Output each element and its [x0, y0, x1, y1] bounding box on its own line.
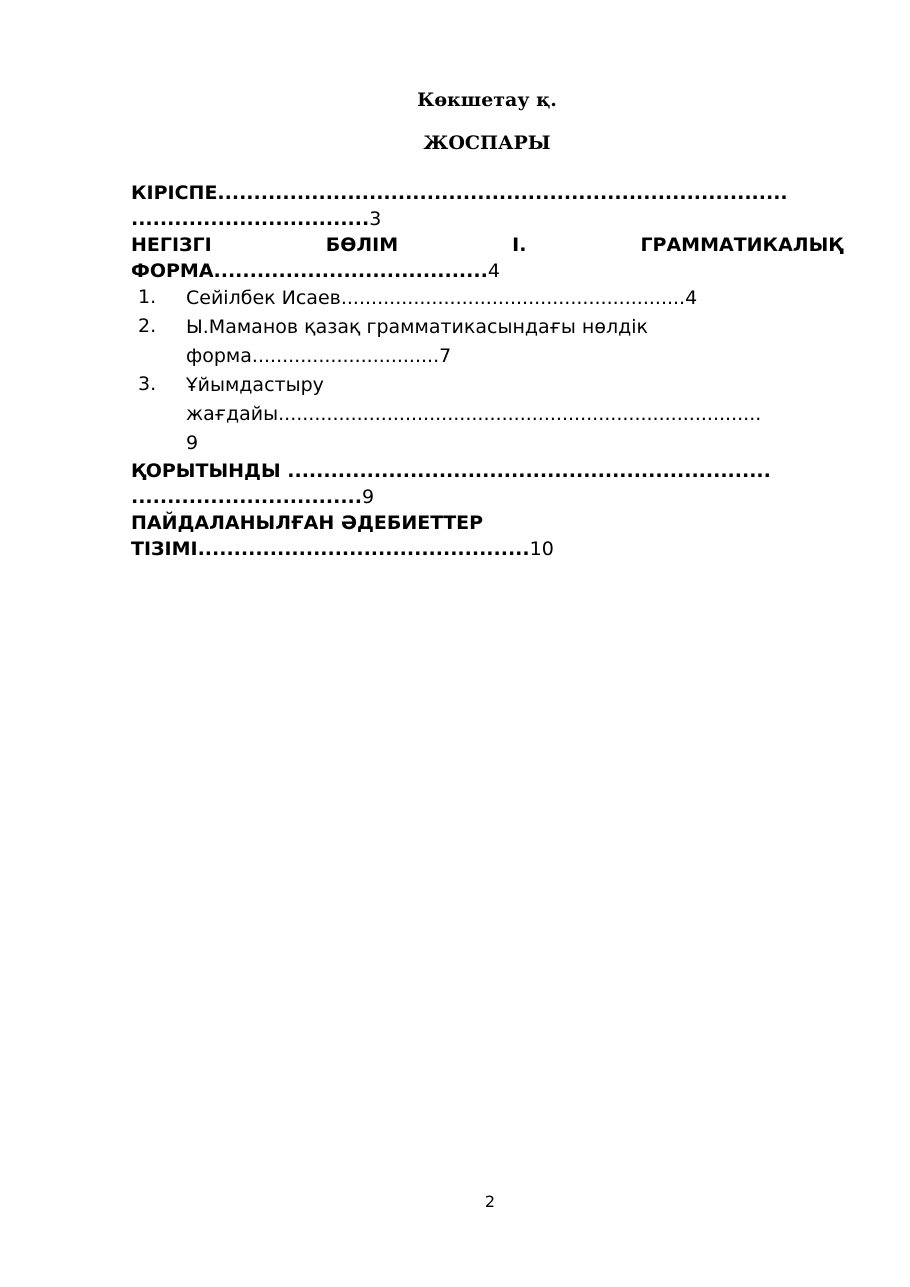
toc-item-title: Сейілбек Исаев — [186, 287, 341, 309]
toc-intro-leader: ............................................................................... — [217, 182, 788, 204]
toc-conclusion-leader-2: ................................ — [131, 486, 362, 508]
toc-references-label-2: ТІЗІМІ — [131, 538, 198, 560]
toc-item-1 — [131, 284, 843, 313]
toc-item-leader: ......................................................... — [340, 287, 686, 309]
toc-item-leader: ................................................................................ — [278, 403, 762, 425]
page-number: 2 — [484, 1192, 496, 1211]
toc-item-leader: ............................... — [251, 345, 440, 367]
toc-item-number: 3. — [138, 373, 157, 395]
toc-references-label: ПАЙДАЛАНЫЛҒАН ӘДЕБИЕТТЕР — [131, 512, 484, 534]
toc-main-leader: ...................................... — [213, 260, 488, 282]
page-title: ЖОСПАРЫ — [423, 132, 551, 154]
toc-intro-leader-2: ................................. — [131, 208, 370, 230]
toc-entry-main-part — [131, 232, 843, 284]
toc-item-2 — [131, 313, 843, 371]
toc-intro-page: 3 — [369, 208, 382, 230]
toc-item-number: 2. — [138, 315, 157, 337]
toc-main-word: І. — [512, 234, 527, 256]
toc-main-word: ГРАММАТИКАЛЫҚ — [640, 234, 843, 256]
toc-item-3 — [131, 371, 843, 458]
toc-item-title: Ы.Маманов қазақ грамматикасындағы нөлдік — [186, 316, 649, 338]
toc-item-number: 1. — [138, 286, 157, 308]
toc-main-heading-line — [131, 232, 843, 258]
toc-conclusion-label: ҚОРЫТЫНДЫ — [131, 460, 288, 482]
toc-references-leader: .............................................. — [197, 538, 530, 560]
toc-item-title: Ұйымдастыру — [186, 374, 324, 396]
table-of-contents — [131, 180, 843, 562]
toc-references-page: 10 — [529, 538, 554, 560]
toc-main-label-2: ФОРМА — [131, 260, 214, 282]
toc-entry-references — [131, 510, 843, 562]
toc-conclusion-page: 9 — [361, 486, 375, 508]
toc-main-page: 4 — [487, 260, 500, 282]
toc-item-page: 4 — [685, 287, 698, 309]
toc-intro-label: КІРІСПЕ — [131, 182, 218, 204]
toc-entry-conclusion — [131, 458, 843, 510]
toc-main-word: БӨЛІМ — [325, 234, 399, 256]
toc-item-title-2: жағдайы — [186, 403, 279, 425]
toc-item-page: 7 — [439, 345, 452, 367]
toc-conclusion-leader: ................................................................... — [287, 460, 771, 482]
toc-main-word: НЕГІЗГІ — [131, 234, 212, 256]
toc-item-title-2: форма — [186, 345, 252, 367]
toc-entry-intro — [131, 180, 843, 232]
city-heading: Көкшетау қ. — [417, 89, 557, 111]
toc-item-page: 9 — [186, 432, 199, 454]
